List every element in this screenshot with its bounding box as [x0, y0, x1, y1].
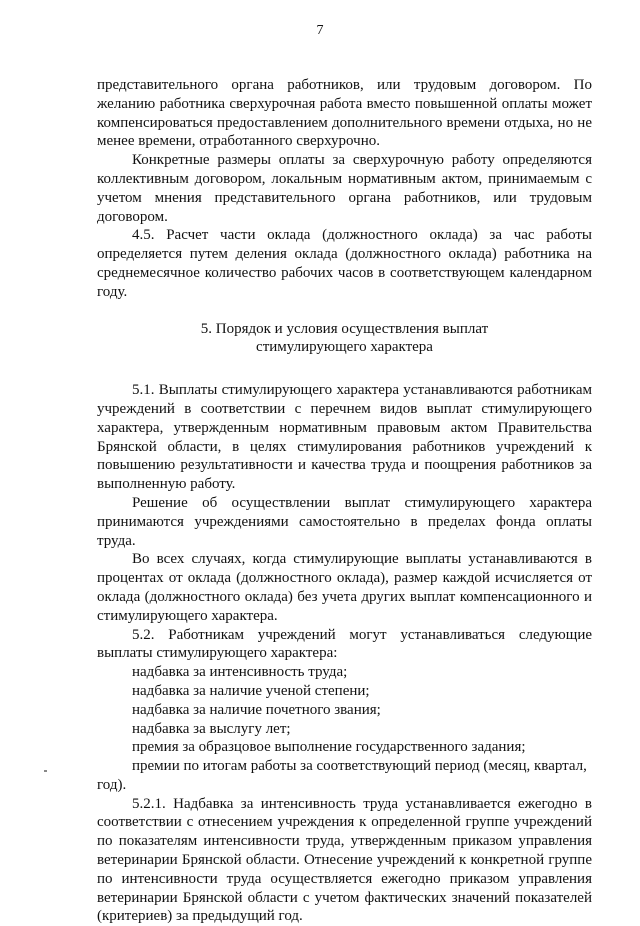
payments-list — [97, 663, 592, 795]
section-title-line-2: стимулирующего характера — [256, 339, 433, 356]
margin-mark — [44, 770, 47, 772]
paragraph-5-1: 5.1. Выплаты стимулирующего характера устанавливаются работникам учреждений в соответствии с перечнем видов выплат стимулирующего характера, утвержденным нормативным правовым актом Правительства Брянской области, в целях стимулирования работников учреждений к повышению результативности и качества труда и поощрения работников за выполненную работу. — [97, 382, 592, 493]
page-number: 7 — [316, 23, 324, 38]
paragraph-continuation: представительного органа работников, или трудовым договором. По желанию работника сверхурочная работа вместо повышенной оплаты может компенсироваться предоставлением дополнительного времени отдыха, но не менее времени, отработанного сверхурочно. — [97, 77, 592, 150]
list-item: надбавка за наличие почетного звания; — [132, 701, 381, 718]
paragraph-all-cases: Во всех случаях, когда стимулирующие выплаты устанавливаются в процентах от оклада (должностного оклада), размер каждой исчисляется от оклада (должностного оклада) без учета других выплат компенсационного и стимулирующего характера. — [97, 551, 592, 624]
section-title-line-1: 5. Порядок и условия осуществления выплат — [200, 320, 489, 337]
section-5-title — [97, 320, 592, 358]
list-item-wrap: год). — [97, 776, 127, 793]
list-item: премия за образцовое выполнение государственного задания; — [132, 739, 526, 756]
paragraph-4-5: 4.5. Расчет части оклада (должностного оклада) за час работы определяется путем деления оклада (должностного оклада) работника на среднемесячное количество рабочих часов в соответствующем календарном году. — [97, 227, 592, 300]
paragraph-decision: Решение об осуществлении выплат стимулирующего характера принимаются учреждениями самостоятельно в пределах фонда оплаты труда. — [97, 494, 592, 549]
list-item: надбавка за интенсивность труда; — [132, 664, 348, 681]
document-body — [97, 76, 592, 926]
paragraph-5-2: 5.2. Работникам учреждений могут устанавливаться следующие выплаты стимулирующего характера: — [97, 626, 592, 662]
list-item: премии по итогам работы за соответствующий период (месяц, квартал, — [132, 758, 587, 775]
paragraph-overtime-sizes: Конкретные размеры оплаты за сверхурочную работу определяются коллективным договором, локальным нормативным актом, принимаемым с учетом мнения представительного органа работников, или трудовым договором. — [97, 152, 592, 225]
list-item: надбавка за наличие ученой степени; — [132, 682, 370, 699]
paragraph-5-2-1: 5.2.1. Надбавка за интенсивность труда устанавливается ежегодно в соответствии с отнесением учреждения к определенной группе учреждений по показателям интенсивности труда, утвержденным приказом управления ветеринарии Брянской области. Отнесение учреждений к конкретной группе по интенсивности труда осуществляется ежегодно приказом управления ветеринарии Брянской области с учетом фактических значений показателей (критериев) за предыдущий год. — [97, 795, 592, 925]
list-item: надбавка за выслугу лет; — [132, 720, 291, 737]
